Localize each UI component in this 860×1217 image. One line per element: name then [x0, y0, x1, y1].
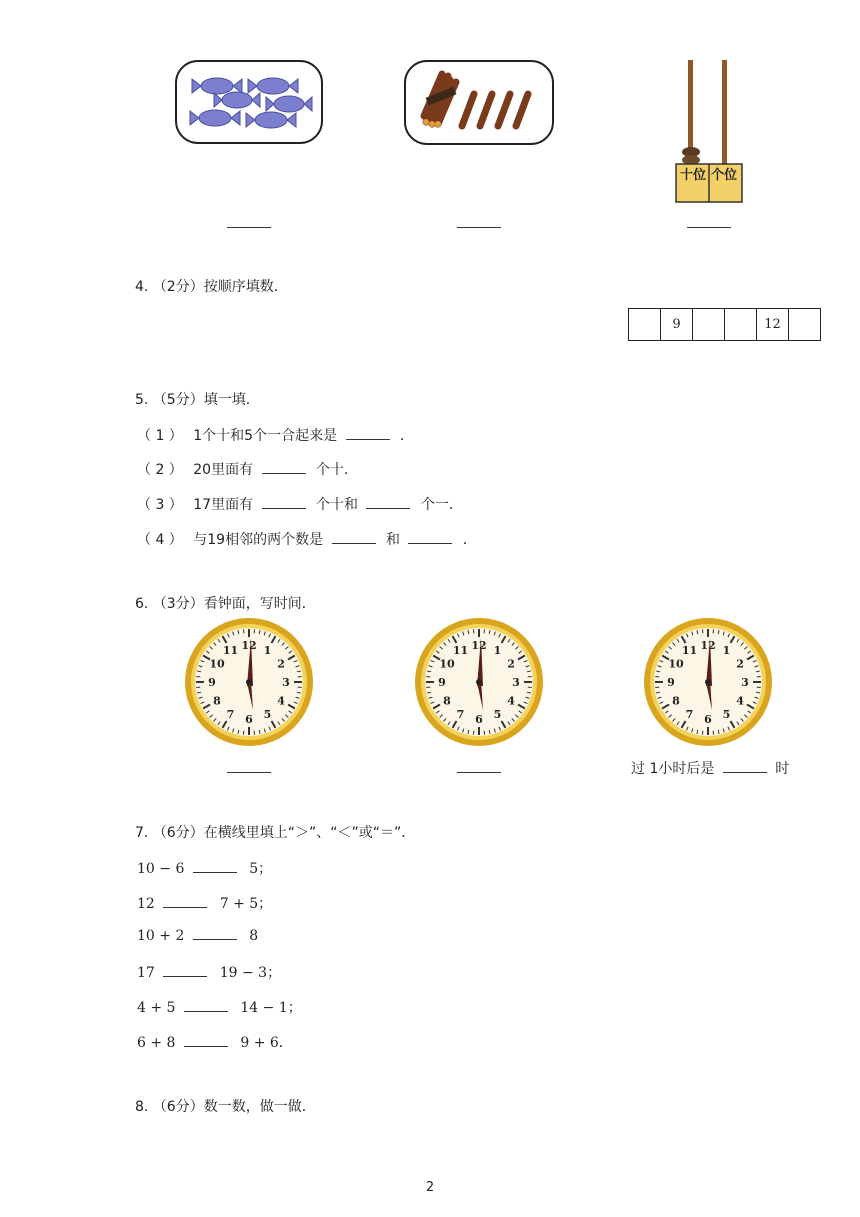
answer-blank[interactable] — [346, 438, 390, 440]
candy-answer-line[interactable] — [227, 227, 271, 228]
item-middle: 个十和 — [316, 497, 358, 513]
compare-blank[interactable] — [184, 1045, 228, 1047]
item-text: 17里面有 — [193, 497, 254, 513]
clock-number: 7 — [685, 708, 694, 722]
clock-number: 6 — [245, 713, 253, 726]
clock-1-answer-line[interactable] — [227, 772, 271, 773]
clock-number: 4 — [736, 694, 744, 708]
item-middle: 和 — [386, 532, 400, 548]
clock-number: 7 — [226, 708, 235, 722]
compare-row — [137, 997, 302, 1017]
clock-number: 4 — [507, 694, 515, 708]
clock-number: 2 — [507, 657, 515, 671]
clock-number: 1 — [722, 643, 731, 657]
clock-number: 1 — [263, 643, 272, 657]
compare-row — [137, 1032, 293, 1052]
compare-blank[interactable] — [184, 1010, 228, 1012]
item-text: 20里面有 — [193, 462, 254, 478]
clock-number: 3 — [512, 676, 520, 689]
sequence-cell[interactable] — [693, 309, 725, 340]
compare-blank[interactable] — [163, 975, 207, 977]
answer-blank[interactable] — [332, 542, 376, 544]
clock-number: 12 — [700, 639, 716, 652]
compare-left: 10 + 2 — [137, 928, 185, 944]
clock-number: 8 — [213, 694, 221, 708]
clock-number: 11 — [222, 643, 239, 657]
stick-bundle-image — [404, 60, 554, 145]
sequence-cell[interactable] — [725, 309, 757, 340]
clock-face-1 — [183, 616, 315, 748]
compare-row — [137, 962, 281, 982]
answer-blank[interactable] — [262, 472, 306, 474]
item-suffix: 个十． — [316, 462, 358, 478]
compare-right: 8 — [249, 928, 259, 944]
answer-blank[interactable] — [366, 507, 410, 509]
clock-center — [246, 679, 252, 685]
clock-number: 9 — [667, 676, 675, 689]
clock-number: 6 — [475, 713, 483, 726]
q5-item-3 — [137, 494, 463, 514]
compare-left: 17 — [137, 965, 155, 981]
item-suffix: ． — [400, 428, 414, 444]
clock-2-answer-line[interactable] — [457, 772, 501, 773]
clock-number: 1 — [493, 643, 502, 657]
compare-left: 4 + 5 — [137, 1000, 176, 1016]
clock-number: 2 — [277, 657, 285, 671]
clock-face-3 — [642, 616, 774, 748]
sequence-cell[interactable] — [789, 309, 820, 340]
clock-number: 6 — [704, 713, 712, 726]
clock-number: 5 — [263, 708, 272, 722]
q5-item-4 — [137, 529, 477, 549]
clock-center — [705, 679, 711, 685]
answer-blank[interactable] — [408, 542, 452, 544]
compare-blank[interactable] — [193, 871, 237, 873]
answer-blank[interactable] — [262, 507, 306, 509]
clock-number: 9 — [438, 676, 446, 689]
q4-title: 4. （2分）按顺序填数． — [135, 279, 288, 295]
q5-item-2 — [137, 459, 358, 479]
clock-number: 12 — [241, 639, 257, 652]
clock-center — [476, 679, 482, 685]
q7-title: 7. （6分）在横线里填上“＞”、“＜”或“＝”． — [135, 825, 416, 841]
sequence-cell[interactable] — [629, 309, 661, 340]
clock-3-caption — [631, 758, 789, 778]
abacus-tens-label: 十位 — [680, 168, 707, 183]
compare-right: 19 − 3； — [219, 965, 282, 981]
caption-suffix: 时 — [775, 761, 790, 777]
compare-blank[interactable] — [163, 906, 207, 908]
clock-number: 8 — [672, 694, 680, 708]
clock-number: 11 — [681, 643, 698, 657]
clock-number: 10 — [668, 657, 684, 671]
compare-right: 9 + 6． — [240, 1035, 293, 1051]
abacus-answer-line[interactable] — [687, 227, 731, 228]
clock-number: 11 — [452, 643, 469, 657]
compare-blank[interactable] — [193, 938, 237, 940]
compare-left: 12 — [137, 896, 155, 912]
clock-number: 5 — [722, 708, 731, 722]
candy-image — [175, 60, 323, 144]
compare-left: 6 + 8 — [137, 1035, 176, 1051]
item-number: （ 3 ） — [137, 497, 183, 513]
sticks-answer-line[interactable] — [457, 227, 501, 228]
compare-right: 14 − 1； — [240, 1000, 302, 1016]
clock-number: 9 — [208, 676, 216, 689]
clock-number: 8 — [443, 694, 451, 708]
item-number: （ 4 ） — [137, 532, 183, 548]
compare-row — [137, 928, 258, 944]
compare-row — [137, 858, 272, 878]
compare-right: 7 + 5； — [219, 896, 273, 912]
q5-title: 5. （5分）填一填． — [135, 392, 260, 408]
clock-number: 10 — [439, 657, 455, 671]
caption-text: 过 1小时后是 — [631, 761, 715, 777]
sequence-cell: 12 — [757, 309, 789, 340]
clock-number: 2 — [736, 657, 744, 671]
clock-number: 3 — [282, 676, 290, 689]
sequence-table — [628, 308, 821, 341]
clock-number: 7 — [456, 708, 465, 722]
item-text: 1个十和5个一合起来是 — [193, 428, 338, 444]
abacus-ones-label: 个位 — [711, 168, 738, 183]
compare-right: 5； — [249, 861, 273, 877]
q8-title: 8. （6分）数一数，做一做． — [135, 1099, 316, 1115]
item-number: （ 2 ） — [137, 462, 183, 478]
compare-row — [137, 893, 272, 913]
clock-face-2 — [413, 616, 545, 748]
compare-left: 10 − 6 — [137, 861, 185, 877]
item-number: （ 1 ） — [137, 428, 183, 444]
item-text: 与19相邻的两个数是 — [193, 532, 324, 548]
item-suffix: 个一． — [420, 497, 463, 513]
page-number: 2 — [425, 1180, 435, 1195]
clock-number: 4 — [277, 694, 285, 708]
clock-number: 3 — [741, 676, 749, 689]
clock-number: 12 — [471, 639, 487, 652]
q6-title: 6. （3分）看钟面，写时间． — [135, 596, 316, 612]
item-suffix: ． — [462, 532, 477, 548]
sequence-cell: 9 — [661, 309, 693, 340]
q5-item-1 — [137, 425, 414, 445]
answer-blank[interactable] — [723, 771, 767, 773]
clock-number: 5 — [493, 708, 502, 722]
clock-number: 10 — [209, 657, 225, 671]
